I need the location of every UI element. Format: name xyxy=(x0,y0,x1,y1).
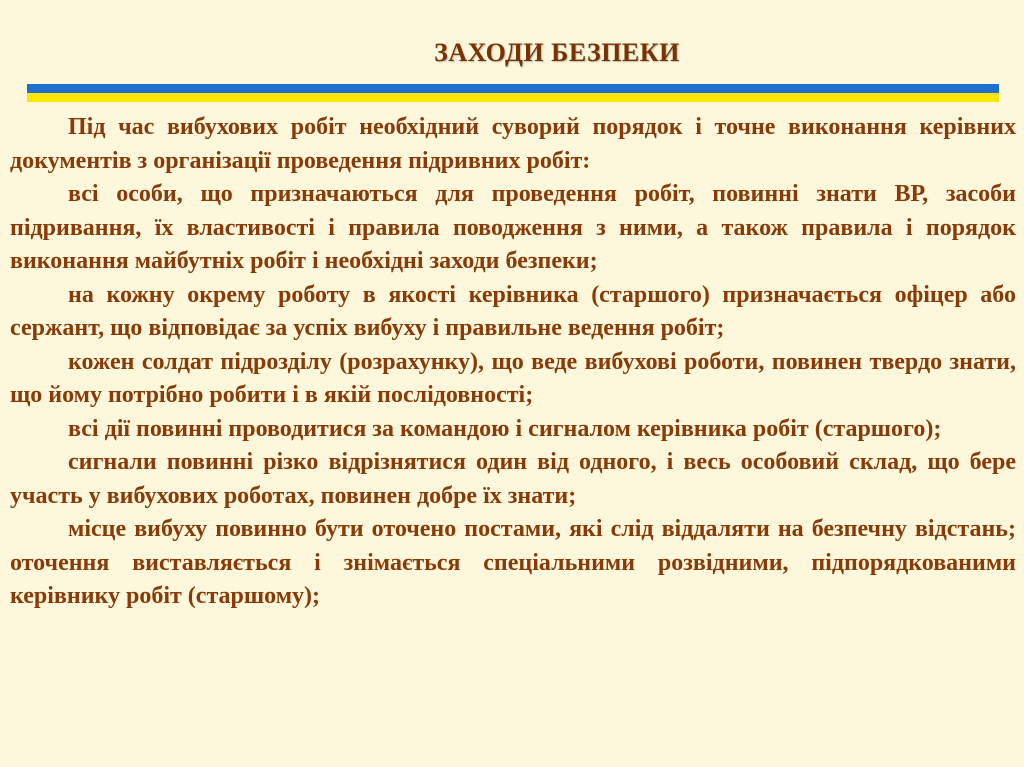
rule-paragraph: всі дії повинні проводитися за командою і сигналом керівника робіт (старшого); xyxy=(68,415,942,442)
rule-paragraph: місце вибуху повинно бути оточено постами, які слід віддаляти на безпечну відстань; оточення виставляється і знімається спеціальними розвідними, підпорядкованими керівнику робіт (старшому); xyxy=(10,516,1016,609)
slide-title: ЗАХОДИ БЕЗПЕКИ xyxy=(434,38,680,67)
rule-paragraph: сигнали повинні різко відрізнятися один від одного, і весь особовий склад, що бере участь у вибухових роботах, повинен добре їх знати; xyxy=(10,449,1016,509)
rule-paragraph: всі особи, що призначаються для проведення робіт, повинні знати ВР, засоби підривання, їх властивості і правила поводження з ними, а також правила і порядок виконання майбутніх робіт і необхідні заходи безпеки; xyxy=(10,181,1016,274)
intro-paragraph: Під час вибухових робіт необхідний суворий порядок і точне виконання керівних документів з організації проведення підривних робіт: xyxy=(10,114,1016,174)
flag-yellow-stripe xyxy=(27,93,999,102)
ukrainian-flag-divider xyxy=(27,84,999,102)
rule-paragraph: на кожну окрему роботу в якості керівника (старшого) призначається офіцер або сержант, що відповідає за успіх вибуху і правильне ведення робіт; xyxy=(10,281,1016,341)
flag-blue-stripe xyxy=(27,84,999,93)
slide-body xyxy=(10,111,1016,614)
rule-paragraph: кожен солдат підрозділу (розрахунку), що веде вибухові роботи, повинен твердо знати, що йому потрібно робити і в якій послідовності; xyxy=(10,348,1016,408)
